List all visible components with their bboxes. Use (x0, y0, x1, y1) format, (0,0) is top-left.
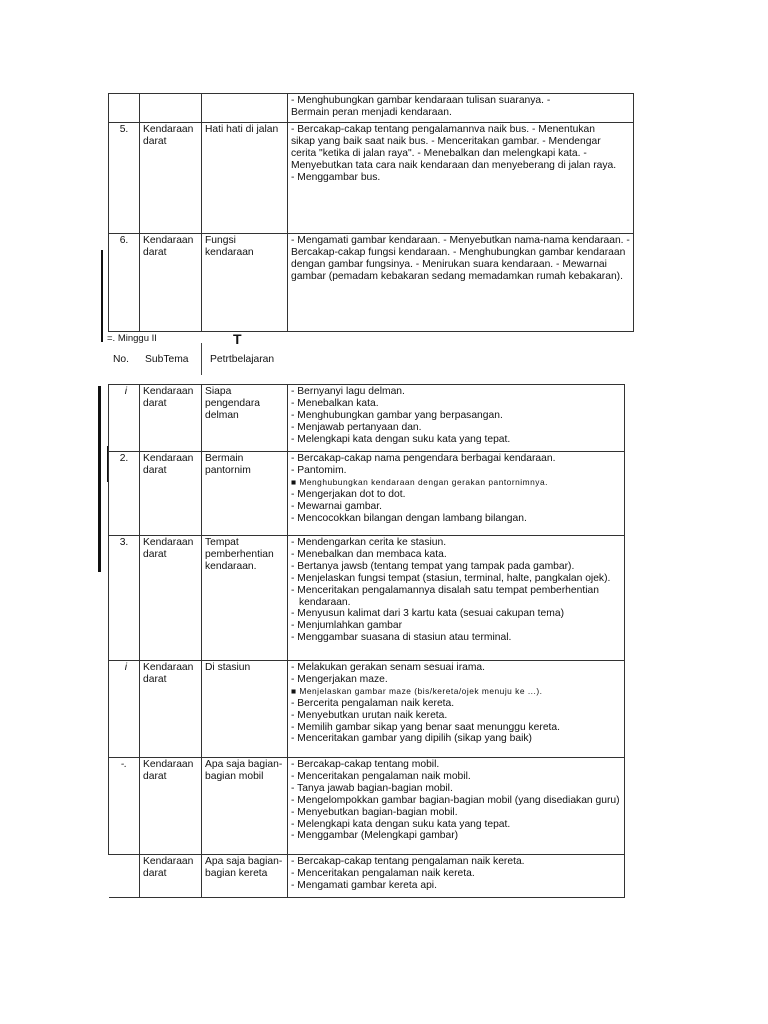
activity-line: kendaraan. (299, 596, 351, 608)
row-number: 3. (109, 536, 140, 661)
activity-line: - Menceritakan gambar yang dipilih (sikap yang baik) (291, 733, 532, 745)
week1-activity-table (108, 93, 634, 332)
activities-cell (288, 385, 625, 452)
activity-line: - Pantomim. (291, 464, 347, 476)
section-label: =. Minggu II (107, 333, 157, 344)
topic-cell: Apa saja bagian-bagian mobil (202, 758, 288, 855)
activity-line: - Mengamati gambar kereta api. (291, 879, 437, 891)
row-number (109, 855, 140, 898)
header-separator (201, 343, 202, 375)
activity-line: - Bernyanyi lagu delman. (291, 386, 405, 397)
activities-cell (288, 661, 625, 758)
table-row (109, 452, 625, 536)
activity-line: - Menceritakan pengalaman naik mobil. (291, 770, 471, 782)
activities-cell (288, 123, 634, 234)
activity-line: - Mencocokkan bilangan dengan lambang bilangan. (291, 512, 527, 524)
table-row (109, 234, 634, 332)
scan-mark (98, 386, 101, 572)
subtema-cell: Kendaraan darat (140, 661, 202, 758)
activity-line: - Bertanya jawsb (tentang tempat yang tampak pada gambar). (291, 560, 575, 572)
activity-line: - Menebalkan kata. (291, 397, 379, 409)
header-subtema: SubTema (145, 354, 189, 365)
table-row (109, 758, 625, 855)
header-topic: Petrtbelajaran (210, 354, 275, 365)
scan-mark (101, 250, 103, 342)
activities-cell (288, 758, 625, 855)
activity-line: - Melengkapi kata dengan suku kata yang tepat. (291, 818, 511, 830)
activity-line: - Menggambar (Melengkapi gambar) (291, 830, 459, 842)
activity-line: - Mengelompokkan gambar bagian-bagian mobil (yang disediakan guru) (291, 794, 620, 806)
topic-cell: Hati hati di jalan (202, 123, 288, 234)
subtema-cell: Kendaraan darat (140, 385, 202, 452)
activities-cell (288, 94, 634, 123)
activities-cell (288, 536, 625, 661)
activity-line: - Mewarnai gambar. (291, 500, 382, 512)
header-no: No. (113, 354, 130, 365)
activity-line: - Bercakap-cakap nama pengendara berbagai kendaraan. (291, 453, 556, 464)
activity-line: - Menebalkan dan membaca kata. (291, 548, 447, 560)
activity-line: - Menggambar suasana di stasiun atau terminal. (291, 632, 512, 644)
section-mark: T (233, 331, 242, 347)
table-row (109, 855, 625, 898)
activity-line: - Menceritakan pengalamannya disalah satu tempat pemberhentian (291, 584, 599, 596)
topic-cell: Bermain pantornim (202, 452, 288, 536)
activity-line: - Melakukan gerakan senam sesuai irama. (291, 662, 486, 673)
week2-activity-table (108, 384, 625, 898)
table-row (109, 123, 634, 234)
activity-line: - Bercerita pengalaman naik kereta. (291, 697, 455, 709)
topic-cell: Di stasiun (202, 661, 288, 758)
activity-line: Bercakap-cakap fungsi kendaraan. - Menghubungkan gambar kendaraan (291, 246, 626, 258)
table-row (109, 94, 634, 123)
activities-cell (288, 855, 625, 898)
activity-line: - Mendengarkan cerita ke stasiun. (291, 537, 447, 548)
activity-line: - Memilih gambar sikap yang benar saat menunggu kereta. (291, 721, 561, 733)
subtema-cell: Kendaraan darat (140, 123, 202, 234)
activity-line: - Menyebutkan urutan naik kereta. (291, 709, 448, 721)
topic-cell: Fungsi kendaraan (202, 234, 288, 332)
row-number: i (109, 385, 140, 452)
activity-line: ■ Menghubungkan kendaraan dengan gerakan pantornimnya. (291, 476, 548, 487)
subtema-cell: Kendaraan darat (140, 234, 202, 332)
subtema-cell: Kendaraan darat (140, 452, 202, 536)
activity-line: - Menjumlahkan gambar (291, 620, 403, 632)
activity-line: ■ Menjelaskan gambar maze (bis/kereta/ojek menuju ke ...). (291, 685, 543, 696)
activities-cell (288, 452, 625, 536)
topic-cell (202, 94, 288, 123)
activity-line: - Bercakap-cakap tentang pengalamannva naik bus. - Menentukan (291, 124, 595, 135)
activity-line: Bermain peran menjadi kendaraan. (291, 106, 452, 118)
activity-line: - Menceritakan pengalaman naik kereta. (291, 867, 475, 879)
table-row (109, 385, 625, 452)
subtema-cell: Kendaraan darat (140, 855, 202, 898)
activity-line: - Menghubungkan gambar kendaraan tulisan suaranya. - (291, 95, 551, 106)
activity-line: - Mengamati gambar kendaraan. - Menyebutkan nama-nama kendaraan. - (291, 235, 630, 246)
activity-line: cerita "ketika di jalan raya". - Menebalkan dan melengkapi kata. - (291, 147, 587, 159)
activity-line: - Menyusun kalimat dari 3 kartu kata (sesuai cakupan tema) (291, 608, 564, 620)
activity-line: gambar (pemadam kebakaran sedang memadamkan rumah kebakaran). (291, 270, 623, 282)
activity-line: - Bercakap-cakap tentang mobil. (291, 759, 440, 770)
topic-cell: Tempat pemberhentian kendaraan. (202, 536, 288, 661)
topic-cell: Apa saja bagian-bagian kereta (202, 855, 288, 898)
row-number: 6. (109, 234, 140, 332)
row-number (109, 94, 140, 123)
activity-line: - Menggambar bus. (291, 171, 381, 183)
activity-line: - Bercakap-cakap tentang pengalaman naik kereta. (291, 856, 525, 867)
activity-line: - Menjawab pertanyaan dan. (291, 421, 422, 433)
table-row (109, 661, 625, 758)
activity-line: - Menghubungkan gambar yang berpasangan. (291, 409, 503, 421)
row-number: 2. (109, 452, 140, 536)
subtema-cell: Kendaraan darat (140, 758, 202, 855)
table-row (109, 536, 625, 661)
row-number: 5. (109, 123, 140, 234)
subtema-cell (140, 94, 202, 123)
activity-line: - Tanya jawab bagian-bagian mobil. (291, 782, 453, 794)
activities-cell (288, 234, 634, 332)
activity-line: - Menjelaskan fungsi tempat (stasiun, terminal, halte, pangkalan ojek). (291, 572, 611, 584)
activity-line: - Menyebutkan bagian-bagian mobil. (291, 806, 458, 818)
activity-line: - Mengerjakan maze. (291, 673, 388, 685)
activity-line: - Melengkapi kata dengan suku kata yang tepat. (291, 433, 511, 445)
activity-line: dengan gambar fungsinya. - Menirukan suara kendaraan. - Mewarnai (291, 258, 607, 270)
activity-line: Menyebutkan tata cara naik kendaraan dan menyeberang di jalan raya. (291, 159, 617, 171)
activity-line: sikap yang baik saat naik bus. - Menceritakan gambar. - Mendengar (291, 135, 601, 147)
subtema-cell: Kendaraan darat (140, 536, 202, 661)
row-number: i (109, 661, 140, 758)
activity-line: - Mengerjakan dot to dot. (291, 488, 406, 500)
row-number: -. (109, 758, 140, 855)
topic-cell: Siapa pengendara delman (202, 385, 288, 452)
